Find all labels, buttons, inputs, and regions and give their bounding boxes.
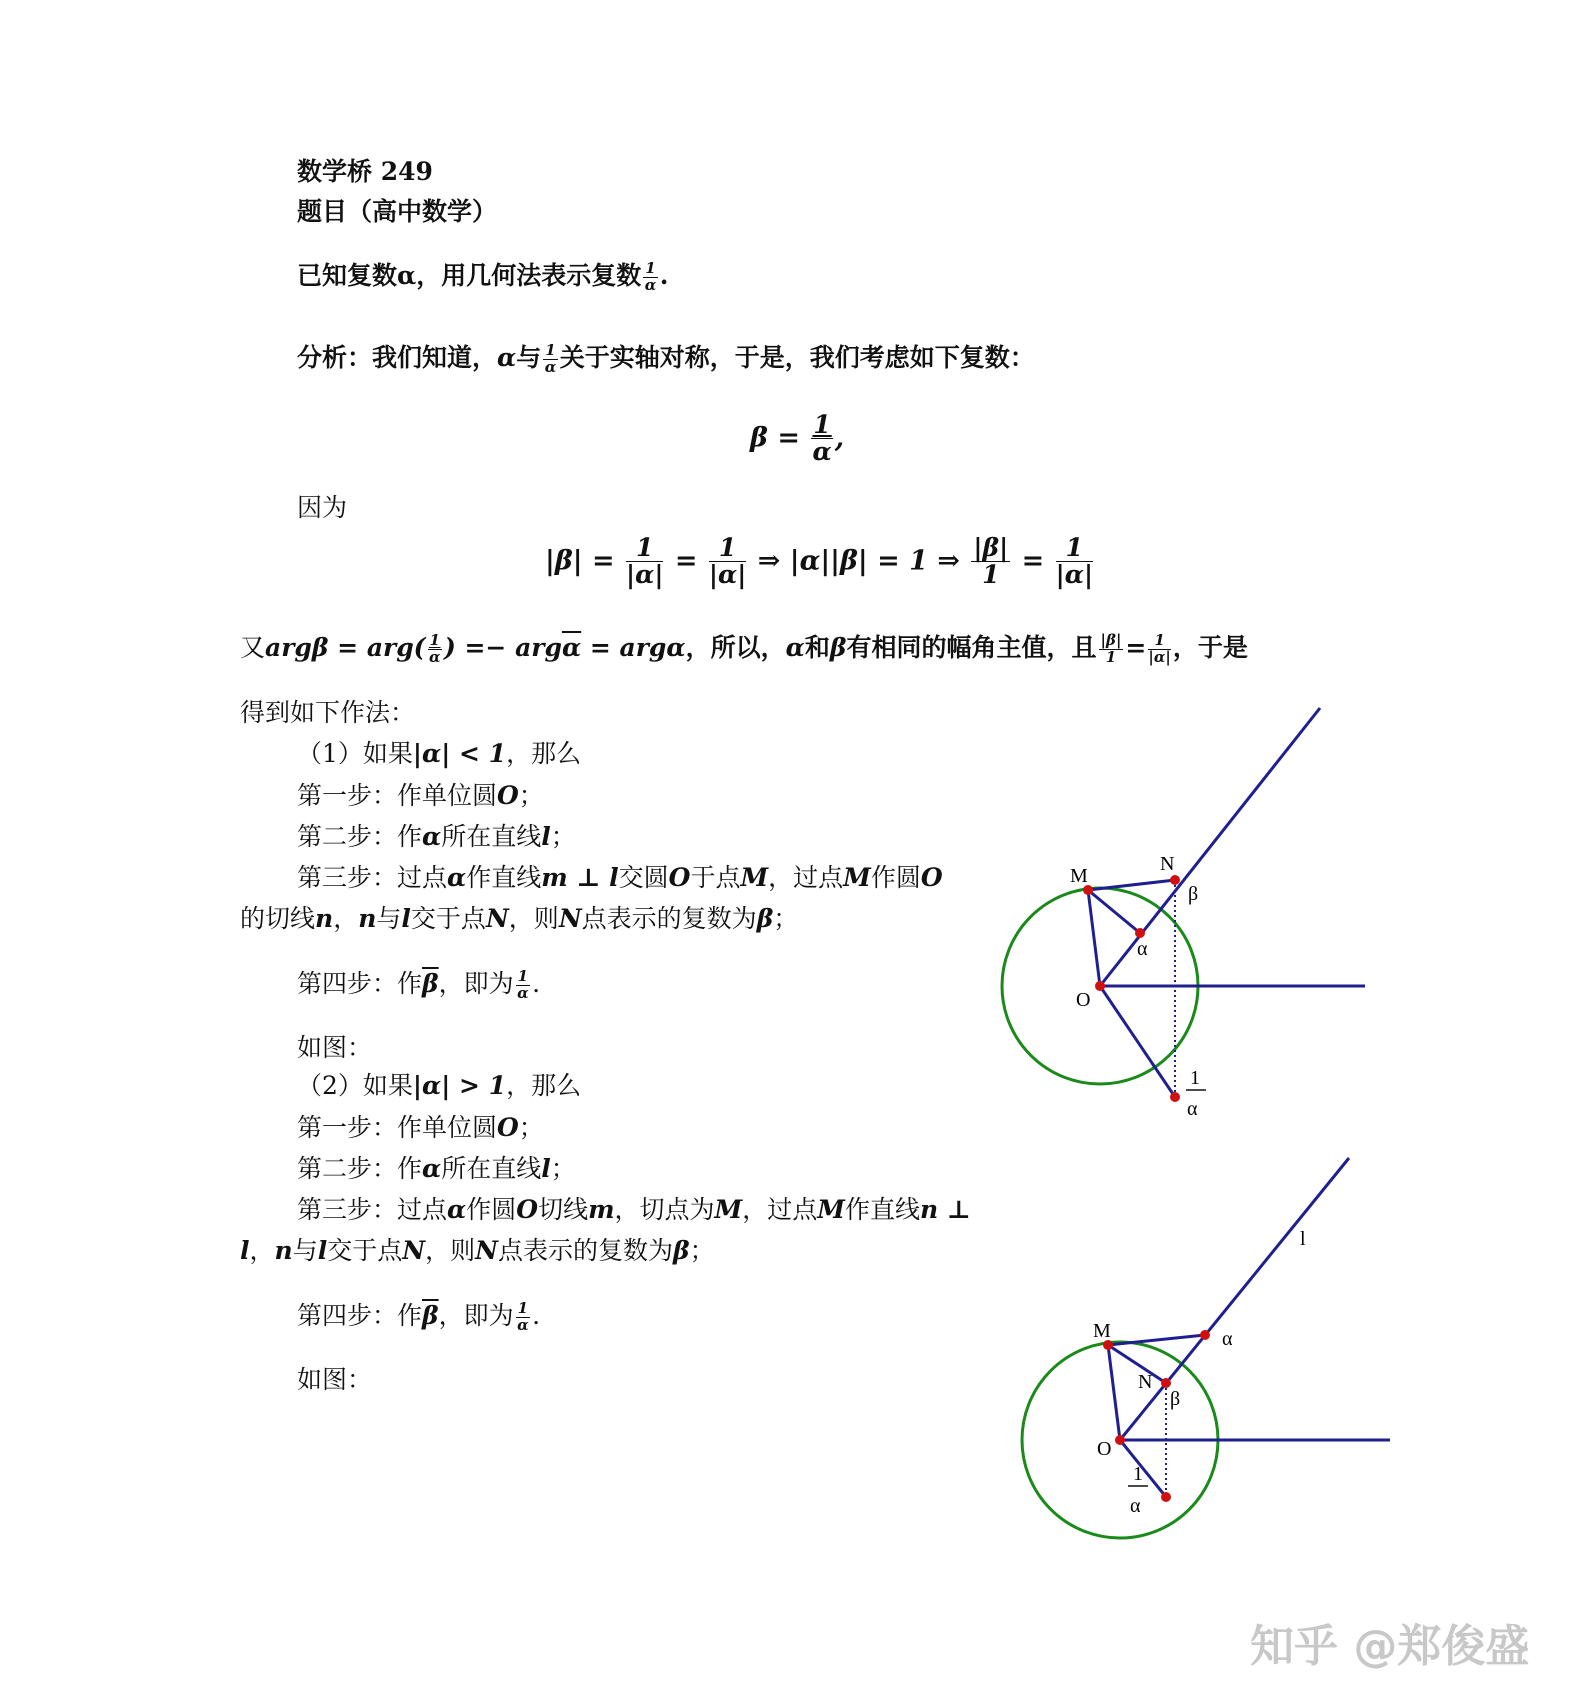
- arg-line: 又argβ = arg( $\frac{1}{\alpha}$ ) =− $arg\overline{\alpha} = arg\alpha$，所以，α和β有相同的幅角主值，且 $\frac{|\beta|}{1}$ = $\frac{1}{|\alpha|}$ ，于是: [240, 631, 1248, 666]
- point-alpha: [1135, 928, 1145, 938]
- label-inverse-num: 1: [1190, 1067, 1200, 1089]
- fraction-1: $\frac{1}{|\alpha|}$: [626, 533, 664, 590]
- because-text: 因为: [297, 493, 348, 522]
- point-inverse: [1170, 1092, 1180, 1102]
- label-beta: β: [1170, 1388, 1181, 1410]
- label-l: l: [1300, 1228, 1306, 1250]
- line-m: [1088, 890, 1140, 933]
- analysis-line: 分析：我们知道，α与 $\frac{1}{\alpha}$ 关于实轴对称，于是，我们考虑如下复数：: [297, 341, 1035, 376]
- case1-step1: 第一步：作单位圆O；: [297, 781, 544, 810]
- problem-statement: 已知复数α，用几何法表示复数 $\frac{1}{\alpha}$ .: [297, 259, 669, 294]
- point-O: [1115, 1435, 1125, 1445]
- series-title: 数学桥 249: [297, 157, 433, 186]
- segment-to-inverse: [1120, 1440, 1166, 1497]
- label-inverse-num: 1: [1133, 1463, 1143, 1485]
- case2-see-figure: 如图：: [297, 1365, 373, 1394]
- line-l: [1120, 1158, 1349, 1440]
- point-N: [1161, 1378, 1171, 1388]
- case2-step4-fraction: $\frac{1}{\alpha}$: [517, 1299, 529, 1334]
- label-O: O: [1097, 1438, 1112, 1460]
- analysis-fraction: $\frac{1}{\alpha}$: [544, 341, 557, 376]
- label-M: M: [1093, 1320, 1111, 1342]
- case1-step2: 第二步：作α所在直线l；: [297, 822, 576, 851]
- case1-title: （1）如果|α| < 1，那么: [297, 739, 582, 768]
- method-intro: 得到如下作法：: [240, 698, 416, 727]
- problem-fraction: $\frac{1}{\alpha}$: [644, 259, 657, 294]
- segment-to-inverse: [1100, 986, 1175, 1097]
- arg-fraction: $\frac{1}{\alpha}$: [428, 631, 441, 666]
- line-l: [1100, 708, 1320, 986]
- case2-step3: 第三步：过点α作圆O切线m，切点为M，过点M作直线n ⊥: [297, 1195, 971, 1224]
- figure-case2-diagram: [1000, 1140, 1400, 1540]
- label-alpha: α: [1137, 938, 1148, 960]
- label-N: N: [1160, 853, 1175, 875]
- tangent-m: [1108, 1335, 1205, 1345]
- case1-step3: 第三步：过点α作直线m ⊥ l交圆O于点M，过点M作圆O: [297, 863, 943, 892]
- label-alpha: α: [1222, 1328, 1233, 1350]
- case2-step3-cont: l，n与l交于点N，则N点表示的复数为β；: [240, 1236, 715, 1265]
- point-alpha: [1200, 1330, 1210, 1340]
- point-N: [1170, 875, 1180, 885]
- radius-OM: [1108, 1345, 1120, 1440]
- case1-step4: 第四步：作$\overline{\beta}$，即为 $\frac{1}{\alpha}$ .: [297, 967, 541, 1002]
- label-N: N: [1138, 1371, 1153, 1393]
- ratio-fraction-2: $\frac{1}{|\alpha|}$: [1148, 631, 1171, 666]
- label-O: O: [1076, 989, 1091, 1011]
- figure-case1-diagram: [980, 690, 1380, 1140]
- label-beta: β: [1188, 883, 1199, 905]
- point-O: [1095, 981, 1105, 991]
- label-M: M: [1070, 865, 1088, 887]
- label-inverse-den: α: [1130, 1495, 1141, 1517]
- watermark: 知乎 @郑俊盛: [1250, 1621, 1530, 1672]
- ratio-fraction-1: $\frac{|\beta|}{1}$: [1100, 631, 1122, 666]
- point-inverse: [1161, 1492, 1171, 1502]
- radius-OM: [1088, 890, 1100, 986]
- case1-step4-fraction: $\frac{1}{\alpha}$: [517, 967, 529, 1002]
- case1-see-figure: 如图：: [297, 1033, 373, 1062]
- analysis-label: 分析：: [297, 343, 373, 372]
- label-inverse-den: α: [1187, 1098, 1198, 1120]
- case2-step2: 第二步：作α所在直线l；: [297, 1154, 576, 1183]
- topic-title: 题目（高中数学）: [297, 197, 498, 226]
- modulus-equation: |β| = $\frac{1}{|\alpha|}$ = $\frac{1}{|\alpha|}$ ⇒ |α||β| = 1 ⇒ $\frac{|\beta|}{1}$ = $\frac{1}{|\alpha|}$: [545, 533, 1094, 590]
- case2-step1: 第一步：作单位圆O；: [297, 1113, 544, 1142]
- beta-definition-equation: β = $\frac{1}{\alpha}$ ,: [750, 410, 845, 467]
- fraction-2: $\frac{1}{|\alpha|}$: [708, 533, 747, 590]
- beta-fraction: $\frac{1}{\alpha}$: [812, 410, 832, 467]
- case2-step4: 第四步：作$\overline{\beta}$，即为 $\frac{1}{\alpha}$ .: [297, 1299, 541, 1334]
- tangent-n: [1088, 880, 1175, 890]
- fraction-4: $\frac{1}{|\alpha|}$: [1055, 533, 1094, 590]
- problem-text: 已知复数α，用几何法表示复数: [297, 261, 642, 290]
- case1-step3-cont: 的切线n，n与l交于点N，则N点表示的复数为β；: [240, 904, 799, 933]
- fraction-3: $\frac{|\beta|}{1}$: [973, 533, 1009, 590]
- case2-title: （2）如果|α| > 1，那么: [297, 1071, 582, 1100]
